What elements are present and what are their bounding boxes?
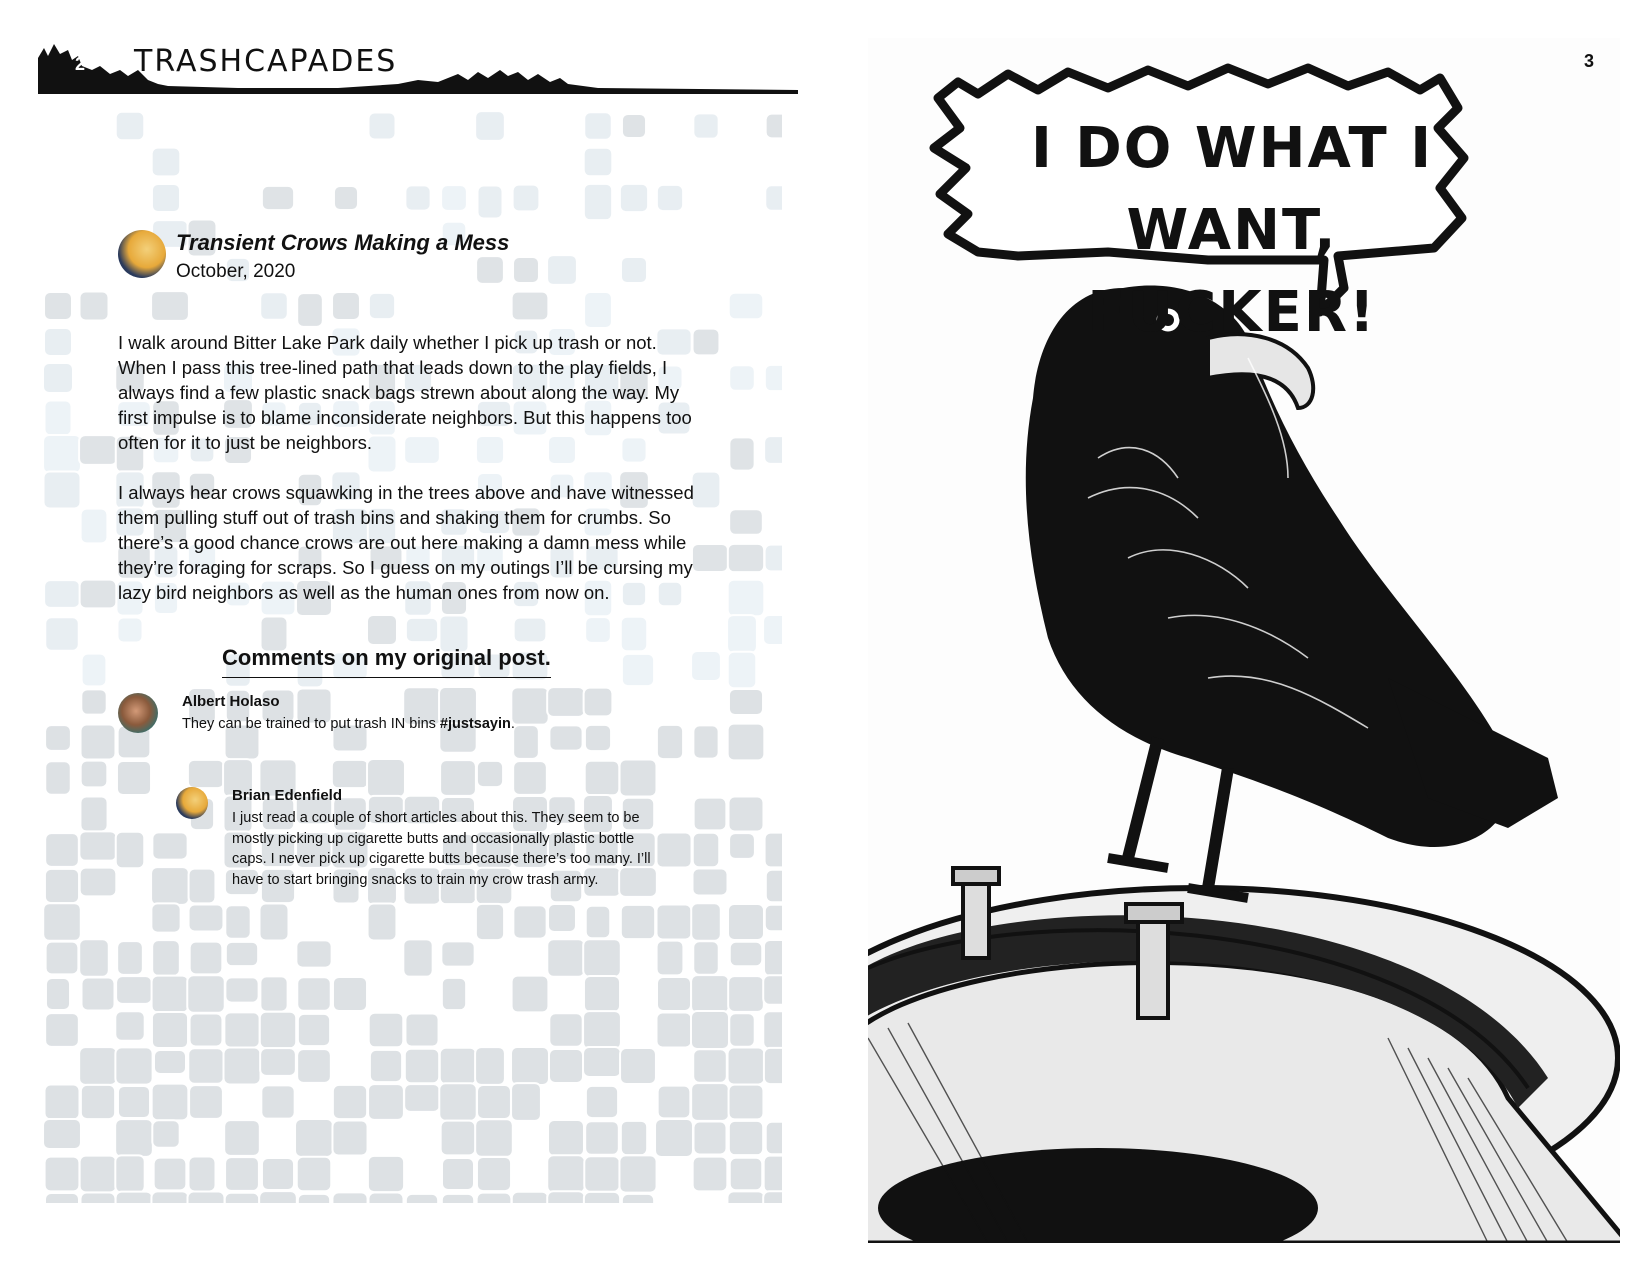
pattern-tile xyxy=(45,1157,80,1192)
pattern-tile xyxy=(729,833,755,859)
pattern-tile xyxy=(369,1013,404,1048)
pattern-tile xyxy=(511,1083,541,1121)
pattern-tile xyxy=(81,1085,115,1119)
pattern-tile xyxy=(622,654,654,686)
pattern-tile xyxy=(547,687,585,717)
pattern-tile xyxy=(477,185,502,218)
pattern-tile xyxy=(584,292,612,328)
comment-text-end: . xyxy=(510,716,515,732)
pattern-tile xyxy=(115,1119,153,1157)
comments-heading: Comments on my original post. xyxy=(222,645,551,678)
pattern-tile xyxy=(766,870,782,902)
pattern-tile xyxy=(475,1119,513,1157)
pattern-tile xyxy=(332,292,360,320)
pattern-tile xyxy=(154,1158,187,1191)
pattern-tile xyxy=(45,833,79,867)
pattern-tile xyxy=(405,1049,439,1083)
pattern-tile xyxy=(80,868,117,897)
pattern-tile xyxy=(729,797,764,832)
page-number-left: 2 xyxy=(74,54,85,74)
pattern-tile xyxy=(728,1048,765,1085)
header-title: TRASHCAPADES xyxy=(134,44,398,79)
crow-illustration xyxy=(868,38,1620,1243)
pattern-tile xyxy=(477,1085,511,1119)
pattern-tile xyxy=(730,942,763,967)
pattern-tile xyxy=(115,1155,144,1192)
pattern-tile xyxy=(45,1193,79,1203)
pattern-tile xyxy=(115,1011,144,1040)
pattern-tile xyxy=(151,903,180,932)
left-page xyxy=(0,0,820,1275)
pattern-tile xyxy=(584,148,613,177)
pattern-tile xyxy=(295,1119,333,1157)
pattern-tile xyxy=(547,939,584,976)
pattern-tile xyxy=(79,435,117,465)
pattern-tile xyxy=(584,1192,620,1203)
commenter-name: Brian Edenfield xyxy=(232,787,343,804)
pattern-tile xyxy=(728,544,764,572)
pattern-tile xyxy=(81,689,106,714)
pattern-tile xyxy=(513,185,540,212)
pattern-tile xyxy=(43,1119,81,1149)
pattern-tile xyxy=(80,796,107,831)
pattern-tile xyxy=(260,292,288,320)
pattern-tile xyxy=(152,1120,179,1147)
pattern-tile xyxy=(81,761,108,788)
post-paragraph: I always hear crows squawking in the trees above and have witnessed them pulling stuff out of trash bins and shaking them for crumbs. So there’s a good chance crows are out here making a damn mess while they’re foraging for scraps. So I guess on my outings I’ll be cursing my lazy bird neighbors as well as the human ones from now on. xyxy=(118,482,694,603)
pattern-tile xyxy=(404,1084,440,1112)
pattern-tile xyxy=(693,113,718,138)
pattern-tile xyxy=(190,1014,223,1047)
pattern-tile xyxy=(45,1085,80,1120)
pattern-tile xyxy=(476,256,504,284)
pattern-tile xyxy=(187,1191,224,1203)
pattern-tile xyxy=(728,976,764,1012)
pattern-tile xyxy=(693,833,719,867)
comment-text: I just read a couple of short articles about this. They seem to be mostly picking up cigarette butts and occasionally plastic bottle caps. I never pick up cigarette butts because there’s too many. I’ll have to start bringing snacks to train my crow trash army. xyxy=(232,810,651,888)
pattern-tile xyxy=(440,760,476,796)
comment-hashtag: #justsayin xyxy=(439,716,511,732)
pattern-tile xyxy=(442,1194,474,1203)
pattern-tile xyxy=(152,1084,189,1121)
pattern-tile xyxy=(440,1048,476,1084)
pattern-tile xyxy=(118,1086,150,1118)
pattern-tile xyxy=(298,1194,330,1203)
pattern-tile xyxy=(297,977,330,1010)
commenter-avatar xyxy=(118,693,158,733)
pattern-tile xyxy=(43,903,81,941)
pattern-tile xyxy=(586,1086,618,1118)
pattern-tile xyxy=(225,1157,259,1191)
pattern-tile xyxy=(764,940,782,976)
pattern-tile xyxy=(405,185,430,210)
pattern-tile xyxy=(765,833,782,868)
pattern-tile xyxy=(152,148,181,177)
pattern-tile xyxy=(439,1083,476,1120)
pattern-tile xyxy=(226,942,258,966)
post-paragraph: I walk around Bitter Lake Park daily whether I pick up trash or not. When I pass this tree-lined path that leads down to the play fields, I always find a few plastic snack bags strewn about along the way. My first impulse is to blame inconsiderate neighbors. But this happens too often for it to just be neighbors. xyxy=(118,332,692,453)
pattern-tile xyxy=(622,1194,654,1203)
pattern-tile xyxy=(584,112,611,139)
pattern-tile xyxy=(260,904,289,941)
pattern-tile xyxy=(657,941,684,976)
pattern-tile xyxy=(80,580,117,609)
pattern-tile xyxy=(43,435,81,473)
pattern-tile xyxy=(45,725,71,751)
pattern-tile xyxy=(368,1192,403,1203)
pattern-tile xyxy=(332,760,368,788)
pattern-tile xyxy=(763,615,782,645)
speech-bubble-text xyxy=(972,108,1492,354)
pattern-tile xyxy=(765,545,782,572)
pattern-tile xyxy=(117,761,151,795)
pattern-tile xyxy=(620,760,657,797)
pattern-tile xyxy=(763,1191,782,1203)
pattern-tile xyxy=(584,1156,619,1191)
pattern-tile xyxy=(764,1048,782,1084)
pattern-tile xyxy=(260,1012,296,1048)
pattern-tile xyxy=(81,509,108,544)
pattern-tile xyxy=(46,942,79,975)
page-number-right: 3 xyxy=(1583,51,1594,71)
pattern-tile xyxy=(658,1086,691,1119)
pattern-tile xyxy=(692,868,727,895)
pattern-tile xyxy=(766,1122,782,1155)
pattern-tile xyxy=(225,1193,259,1203)
pattern-tile xyxy=(477,1157,511,1191)
pattern-tile xyxy=(43,471,80,508)
pattern-tile xyxy=(368,112,395,139)
right-page xyxy=(868,38,1620,1243)
pattern-tile xyxy=(80,1156,117,1193)
pattern-tile xyxy=(405,1013,438,1046)
pattern-tile xyxy=(549,1049,583,1083)
pattern-tile xyxy=(262,1158,294,1190)
pattern-tile xyxy=(512,976,549,1013)
pattern-tile xyxy=(224,1120,260,1156)
pattern-tile xyxy=(621,905,655,939)
pattern-tile xyxy=(334,186,358,210)
pattern-tile xyxy=(691,1083,729,1121)
pattern-tile xyxy=(727,1191,764,1203)
pattern-tile xyxy=(296,940,331,967)
pattern-tile xyxy=(115,1047,152,1084)
pattern-tile xyxy=(44,580,80,608)
pattern-tile xyxy=(764,1156,782,1193)
pattern-tile xyxy=(729,365,755,391)
pattern-tile xyxy=(116,976,152,1004)
pattern-tile xyxy=(225,905,250,938)
pattern-tile xyxy=(368,904,397,941)
pattern-tile xyxy=(116,112,145,141)
pattern-tile xyxy=(441,1121,476,1156)
pattern-tile xyxy=(46,978,70,1010)
pattern-tile xyxy=(727,615,757,653)
pattern-tile xyxy=(620,1048,656,1084)
pattern-tile xyxy=(475,1047,505,1085)
pattern-tile xyxy=(547,1191,585,1203)
pattern-tile xyxy=(43,363,73,393)
pattern-tile xyxy=(259,1191,297,1203)
pattern-tile xyxy=(442,978,466,1010)
pattern-tile xyxy=(766,114,782,139)
pattern-tile xyxy=(152,940,180,976)
pattern-tile xyxy=(729,293,763,319)
pattern-tile xyxy=(370,1050,402,1082)
pattern-tile xyxy=(693,725,718,758)
pattern-tile xyxy=(117,941,143,975)
pattern-tile xyxy=(513,761,547,795)
pattern-tile xyxy=(691,651,721,681)
pattern-tile xyxy=(260,976,287,1011)
pattern-tile xyxy=(764,436,782,464)
pattern-tile xyxy=(44,328,72,356)
pattern-tile xyxy=(154,1050,186,1074)
pattern-tile xyxy=(729,1085,764,1120)
pattern-tile xyxy=(333,977,367,1011)
pattern-tile xyxy=(585,1121,619,1155)
pattern-tile xyxy=(151,867,189,905)
commenter-name: Albert Holaso xyxy=(182,693,280,710)
pattern-tile xyxy=(586,906,611,939)
pattern-tile xyxy=(547,1155,585,1193)
pattern-tile xyxy=(333,1085,367,1119)
pattern-tile xyxy=(45,1013,79,1047)
pattern-tile xyxy=(189,869,216,904)
pattern-tile xyxy=(765,905,782,931)
pattern-tile xyxy=(224,1048,261,1085)
pattern-tile xyxy=(442,1158,474,1190)
pattern-tile xyxy=(548,904,576,932)
post-date: October, 2020 xyxy=(176,261,296,282)
pattern-tile xyxy=(620,184,648,212)
pattern-tile xyxy=(694,1122,727,1155)
pattern-tile xyxy=(765,185,782,210)
pattern-tile xyxy=(368,1156,404,1192)
pattern-tile xyxy=(476,904,504,940)
pattern-tile xyxy=(188,1048,223,1083)
author-avatar xyxy=(118,230,166,278)
pattern-tile xyxy=(765,365,782,391)
pattern-tile xyxy=(151,291,189,321)
pattern-tile xyxy=(187,975,224,1012)
pattern-tile xyxy=(621,1121,647,1155)
pattern-tile xyxy=(584,976,620,1012)
pattern-tile xyxy=(152,976,189,1013)
pattern-tile xyxy=(261,1085,294,1118)
pattern-tile xyxy=(584,184,612,220)
pattern-tile xyxy=(548,1120,584,1156)
pattern-tile xyxy=(583,1047,621,1077)
pattern-tile xyxy=(622,114,646,138)
pattern-tile xyxy=(656,904,691,939)
pattern-tile xyxy=(262,186,294,210)
pattern-tile xyxy=(45,869,79,903)
pattern-tile xyxy=(406,1194,438,1203)
post-body xyxy=(118,330,708,630)
pattern-tile xyxy=(763,1011,782,1048)
pattern-tile xyxy=(152,1012,188,1048)
pattern-tile xyxy=(512,292,549,321)
pattern-tile xyxy=(728,652,757,689)
pattern-tile xyxy=(45,761,71,795)
pattern-tile xyxy=(441,185,467,211)
pattern-tile xyxy=(693,941,718,974)
pattern-tile xyxy=(512,1192,548,1203)
pattern-tile xyxy=(152,184,180,212)
pattern-tile xyxy=(729,1121,763,1155)
pattern-tile xyxy=(729,437,754,470)
page-header xyxy=(38,40,798,100)
pattern-tile xyxy=(655,1119,693,1157)
pattern-tile xyxy=(297,293,323,327)
pattern-tile xyxy=(368,1084,404,1120)
pattern-tile xyxy=(656,1012,691,1047)
pattern-tile xyxy=(691,1011,729,1049)
pattern-tile xyxy=(583,1011,621,1049)
commenter-avatar xyxy=(176,787,208,819)
pattern-tile xyxy=(403,939,432,976)
pattern-tile xyxy=(513,257,539,283)
pattern-tile xyxy=(188,760,224,788)
speech-line-1: I DO WHAT I xyxy=(1030,116,1434,181)
comment-text xyxy=(182,714,662,735)
pattern-tile xyxy=(152,832,187,859)
pattern-tile xyxy=(82,654,107,687)
pattern-tile xyxy=(116,832,145,869)
pattern-tile xyxy=(441,941,474,966)
pattern-tile xyxy=(763,975,782,1005)
comment-text-body: They can be trained to put trash IN bins xyxy=(182,716,440,732)
pattern-tile xyxy=(82,978,115,1011)
pattern-tile xyxy=(585,761,620,796)
pattern-tile xyxy=(549,1013,582,1046)
pattern-tile xyxy=(367,759,405,797)
pattern-tile xyxy=(44,292,72,320)
pattern-tile xyxy=(547,255,577,285)
pattern-tile xyxy=(694,798,727,831)
pattern-tile xyxy=(79,831,116,860)
pattern-tile xyxy=(332,1120,367,1155)
pattern-tile xyxy=(81,725,116,760)
pattern-tile xyxy=(332,1192,367,1203)
pattern-tile xyxy=(584,688,613,717)
pattern-tile xyxy=(691,975,729,1013)
post-title: Transient Crows Making a Mess xyxy=(176,230,510,255)
pattern-tile xyxy=(297,1157,332,1192)
pattern-tile xyxy=(657,185,683,211)
pattern-tile xyxy=(513,905,546,938)
pattern-tile xyxy=(730,1158,763,1191)
pattern-tile xyxy=(79,939,109,977)
pattern-tile xyxy=(693,1049,727,1083)
pattern-tile xyxy=(477,1193,512,1203)
pattern-tile xyxy=(729,1013,754,1046)
pattern-tile xyxy=(511,1047,549,1085)
pattern-tile xyxy=(116,1192,153,1203)
pattern-tile xyxy=(45,617,78,650)
pattern-tile xyxy=(693,1157,728,1192)
pattern-tile xyxy=(729,689,763,715)
pattern-tile xyxy=(369,293,395,319)
pattern-tile xyxy=(151,1191,188,1203)
pattern-tile xyxy=(189,905,224,932)
pattern-tile xyxy=(260,1048,296,1076)
pattern-tile xyxy=(79,291,108,320)
pattern-tile xyxy=(189,1085,223,1119)
pattern-tile xyxy=(225,977,258,1002)
pattern-tile xyxy=(297,1049,331,1083)
pattern-tile xyxy=(189,1157,216,1192)
pattern-tile xyxy=(728,724,765,761)
pattern-tile xyxy=(691,903,721,941)
pattern-tile xyxy=(729,509,763,535)
pattern-tile xyxy=(79,1047,117,1085)
pattern-tile xyxy=(728,904,764,940)
pattern-tile xyxy=(621,257,647,283)
pattern-tile xyxy=(190,942,223,975)
pattern-tile xyxy=(81,1193,116,1203)
pattern-tile xyxy=(475,111,505,141)
pattern-tile xyxy=(477,761,503,787)
speech-line-2: WANT, FUCKER! xyxy=(1087,198,1377,345)
pattern-tile xyxy=(728,580,765,617)
pattern-tile xyxy=(224,1012,259,1047)
pattern-tile xyxy=(583,939,621,977)
pattern-tile xyxy=(298,1014,330,1046)
pattern-tile xyxy=(619,1155,656,1192)
pattern-tile xyxy=(657,977,691,1011)
pattern-tile xyxy=(44,400,71,435)
